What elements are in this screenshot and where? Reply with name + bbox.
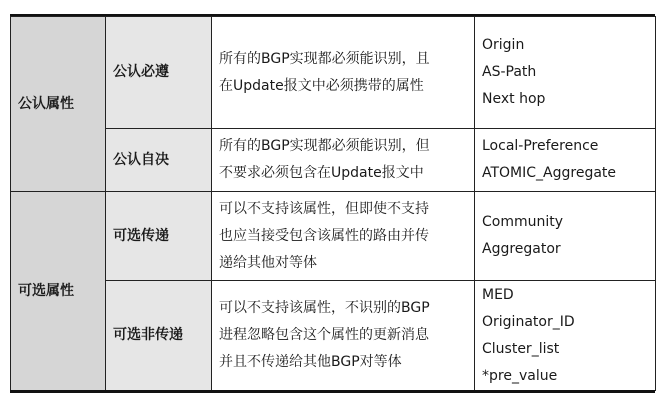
examples-cell xyxy=(475,129,656,192)
description-line: 所有的BGP实现都必须能识别，且 xyxy=(219,50,430,67)
description-line: 可以不支持该属性，但即使不支持 xyxy=(219,200,429,217)
example-attribute: MED xyxy=(482,286,514,303)
example-attribute: Originator_ID xyxy=(482,313,575,330)
example-attribute: Next hop xyxy=(482,91,546,107)
description-cell xyxy=(212,129,475,192)
example-attribute: ATOMIC_Aggregate xyxy=(482,165,617,181)
bgp-attributes-table xyxy=(10,16,656,391)
description-cell xyxy=(212,17,475,129)
subcategory-label: 公认自决 xyxy=(113,151,169,168)
description-cell xyxy=(212,281,475,391)
examples-cell xyxy=(475,17,656,129)
category-label: 公认属性 xyxy=(18,95,74,112)
subcategory-cell xyxy=(106,281,212,391)
example-attribute: Aggregator xyxy=(482,241,561,257)
example-attribute: Cluster_list xyxy=(482,340,560,357)
description-line: 可以不支持该属性，不识别的BGP xyxy=(219,300,430,316)
subcategory-label: 可选传递 xyxy=(113,227,169,244)
description-line: 所有的BGP实现都必须能识别，但 xyxy=(219,138,430,154)
table-bottom-border xyxy=(10,390,655,393)
description-line: 也应当接受包含该属性的路由并传 xyxy=(219,227,429,244)
category-cell xyxy=(11,192,106,391)
category-cell xyxy=(11,17,106,192)
description-cell xyxy=(212,192,475,281)
description-line: 递给其他对等体 xyxy=(219,254,317,271)
example-attribute: Origin xyxy=(482,37,525,53)
description-line: 在Update报文中必须携带的属性 xyxy=(219,77,424,94)
description-line: 进程忽略包含这个属性的更新消息 xyxy=(219,327,429,343)
subcategory-cell xyxy=(106,17,212,129)
category-label: 可选属性 xyxy=(18,282,74,299)
table-row xyxy=(11,281,656,391)
examples-cell xyxy=(475,192,656,281)
example-attribute: Community xyxy=(482,214,564,230)
description-line: 不要求必须包含在Update报文中 xyxy=(219,165,424,181)
table-row xyxy=(11,192,656,281)
example-attribute: Local-Preference xyxy=(482,138,599,154)
subcategory-label: 公认必遵 xyxy=(113,64,169,80)
subcategory-cell xyxy=(106,192,212,281)
example-attribute: AS-Path xyxy=(482,64,537,80)
subcategory-cell xyxy=(106,129,212,192)
example-attribute: *pre_value xyxy=(482,367,558,384)
subcategory-label: 可选非传递 xyxy=(113,327,183,343)
table-row xyxy=(11,129,656,192)
examples-cell xyxy=(475,281,656,391)
description-line: 并且不传递给其他BGP对等体 xyxy=(219,354,402,370)
table-row xyxy=(11,17,656,129)
